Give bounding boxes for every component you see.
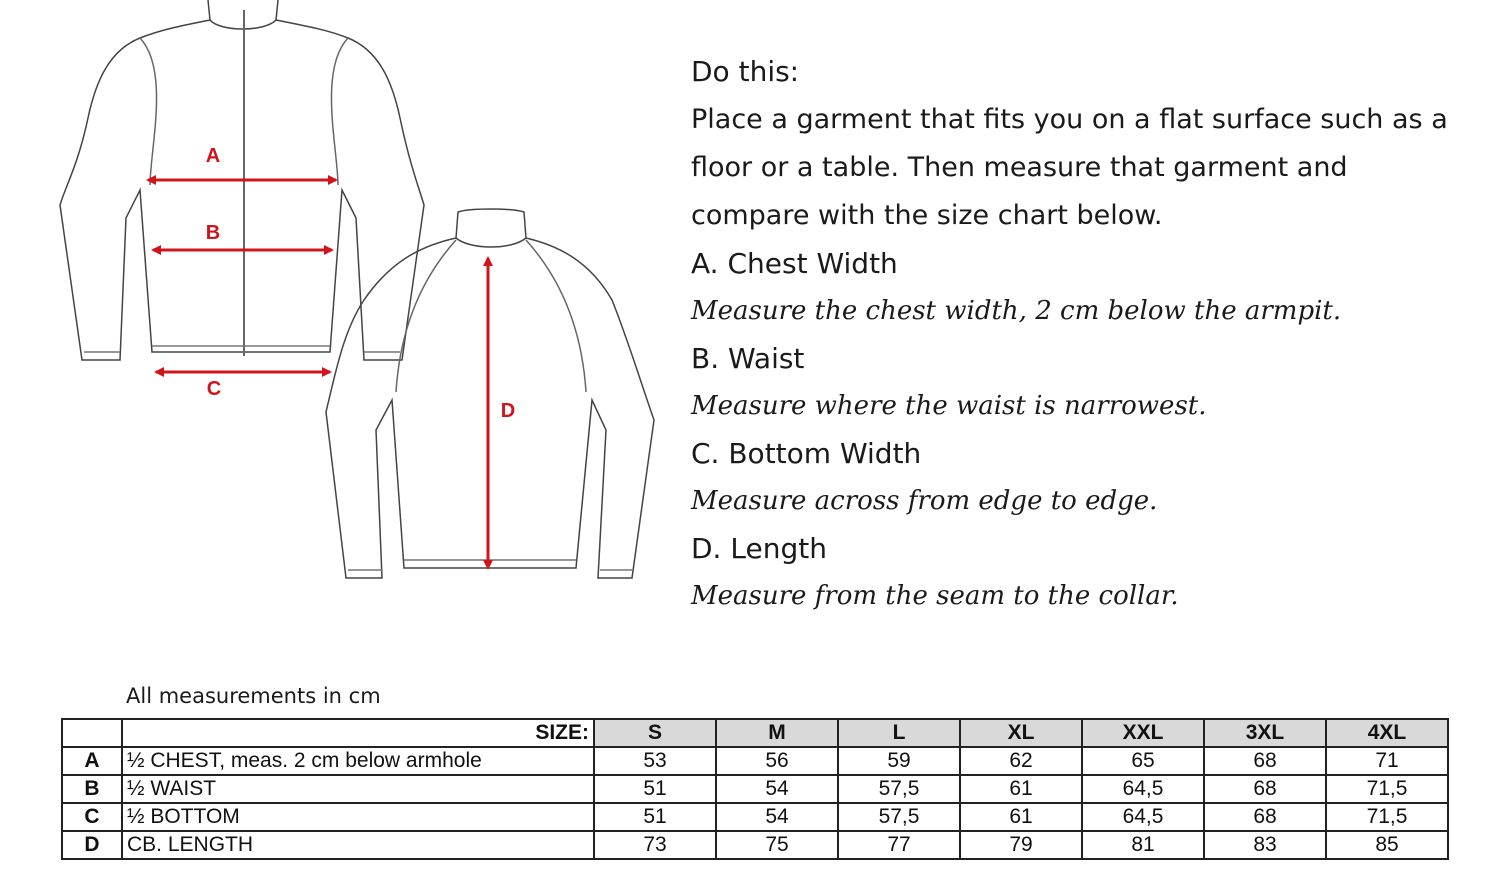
row-letter: A bbox=[62, 747, 122, 775]
row-letter: B bbox=[62, 775, 122, 803]
label-d: D bbox=[500, 400, 516, 422]
intro-line-1: Place a garment that fits you on a flat surface such as a bbox=[691, 104, 1448, 135]
table-cell: 54 bbox=[716, 775, 838, 803]
size-3xl: 3XL bbox=[1204, 719, 1326, 747]
size-s: S bbox=[594, 719, 716, 747]
table-row bbox=[62, 775, 1448, 803]
table-cell: 64,5 bbox=[1082, 803, 1204, 831]
item-waist-desc: Measure where the waist is narrowest. bbox=[691, 391, 1207, 421]
table-cell: 68 bbox=[1204, 747, 1326, 775]
table-cell: 51 bbox=[594, 803, 716, 831]
measuring-instructions bbox=[691, 48, 1481, 620]
item-length-title: D. Length bbox=[691, 532, 827, 565]
label-a: A bbox=[205, 145, 221, 167]
table-cell: 57,5 bbox=[838, 803, 960, 831]
table-cell: 71,5 bbox=[1326, 803, 1448, 831]
table-cell: 59 bbox=[838, 747, 960, 775]
table-cell: 65 bbox=[1082, 747, 1204, 775]
item-chest-desc: Measure the chest width, 2 cm below the armpit. bbox=[691, 296, 1342, 326]
table-cell: 54 bbox=[716, 803, 838, 831]
row-label: ½ WAIST bbox=[122, 775, 594, 803]
table-cell: 57,5 bbox=[838, 775, 960, 803]
table-cell: 53 bbox=[594, 747, 716, 775]
table-cell: 77 bbox=[838, 831, 960, 859]
item-bottom-desc: Measure across from edge to edge. bbox=[691, 486, 1158, 516]
back-jacket-outline bbox=[326, 209, 654, 578]
table-row bbox=[62, 803, 1448, 831]
row-label: ½ BOTTOM bbox=[122, 803, 594, 831]
row-letter: D bbox=[62, 831, 122, 859]
label-c: C bbox=[206, 378, 222, 400]
item-chest-title: A. Chest Width bbox=[691, 247, 898, 280]
table-cell: 73 bbox=[594, 831, 716, 859]
table-cell: 51 bbox=[594, 775, 716, 803]
size-4xl: 4XL bbox=[1326, 719, 1448, 747]
item-bottom-title: C. Bottom Width bbox=[691, 437, 922, 470]
size-m: M bbox=[716, 719, 838, 747]
table-cell: 79 bbox=[960, 831, 1082, 859]
table-cell: 61 bbox=[960, 775, 1082, 803]
table-cell: 68 bbox=[1204, 775, 1326, 803]
table-cell: 64,5 bbox=[1082, 775, 1204, 803]
row-label: CB. LENGTH bbox=[122, 831, 594, 859]
intro-line-3: compare with the size chart below. bbox=[691, 200, 1163, 231]
units-note: All measurements in cm bbox=[126, 684, 381, 708]
size-label: SIZE: bbox=[122, 719, 594, 747]
label-b: B bbox=[205, 222, 221, 244]
table-cell: 71,5 bbox=[1326, 775, 1448, 803]
size-l: L bbox=[838, 719, 960, 747]
table-cell: 75 bbox=[716, 831, 838, 859]
table-cell: 71 bbox=[1326, 747, 1448, 775]
table-row bbox=[62, 831, 1448, 859]
table-cell: 61 bbox=[960, 803, 1082, 831]
table-cell: 85 bbox=[1326, 831, 1448, 859]
table-cell: 56 bbox=[716, 747, 838, 775]
row-label: ½ CHEST, meas. 2 cm below armhole bbox=[122, 747, 594, 775]
table-cell: 68 bbox=[1204, 803, 1326, 831]
size-xl: XL bbox=[960, 719, 1082, 747]
table-cell: 62 bbox=[960, 747, 1082, 775]
table-row bbox=[62, 747, 1448, 775]
table-header-row bbox=[62, 719, 1448, 747]
instructions-heading: Do this: bbox=[691, 55, 800, 88]
table-cell: 81 bbox=[1082, 831, 1204, 859]
header-blank-cell bbox=[62, 719, 122, 747]
row-letter: C bbox=[62, 803, 122, 831]
table-cell: 83 bbox=[1204, 831, 1326, 859]
intro-line-2: floor or a table. Then measure that garment and bbox=[691, 152, 1348, 183]
size-xxl: XXL bbox=[1082, 719, 1204, 747]
size-chart-table bbox=[61, 718, 1449, 860]
jacket-measurement-diagram bbox=[0, 0, 680, 600]
item-length-desc: Measure from the seam to the collar. bbox=[691, 581, 1179, 611]
item-waist-title: B. Waist bbox=[691, 342, 805, 375]
